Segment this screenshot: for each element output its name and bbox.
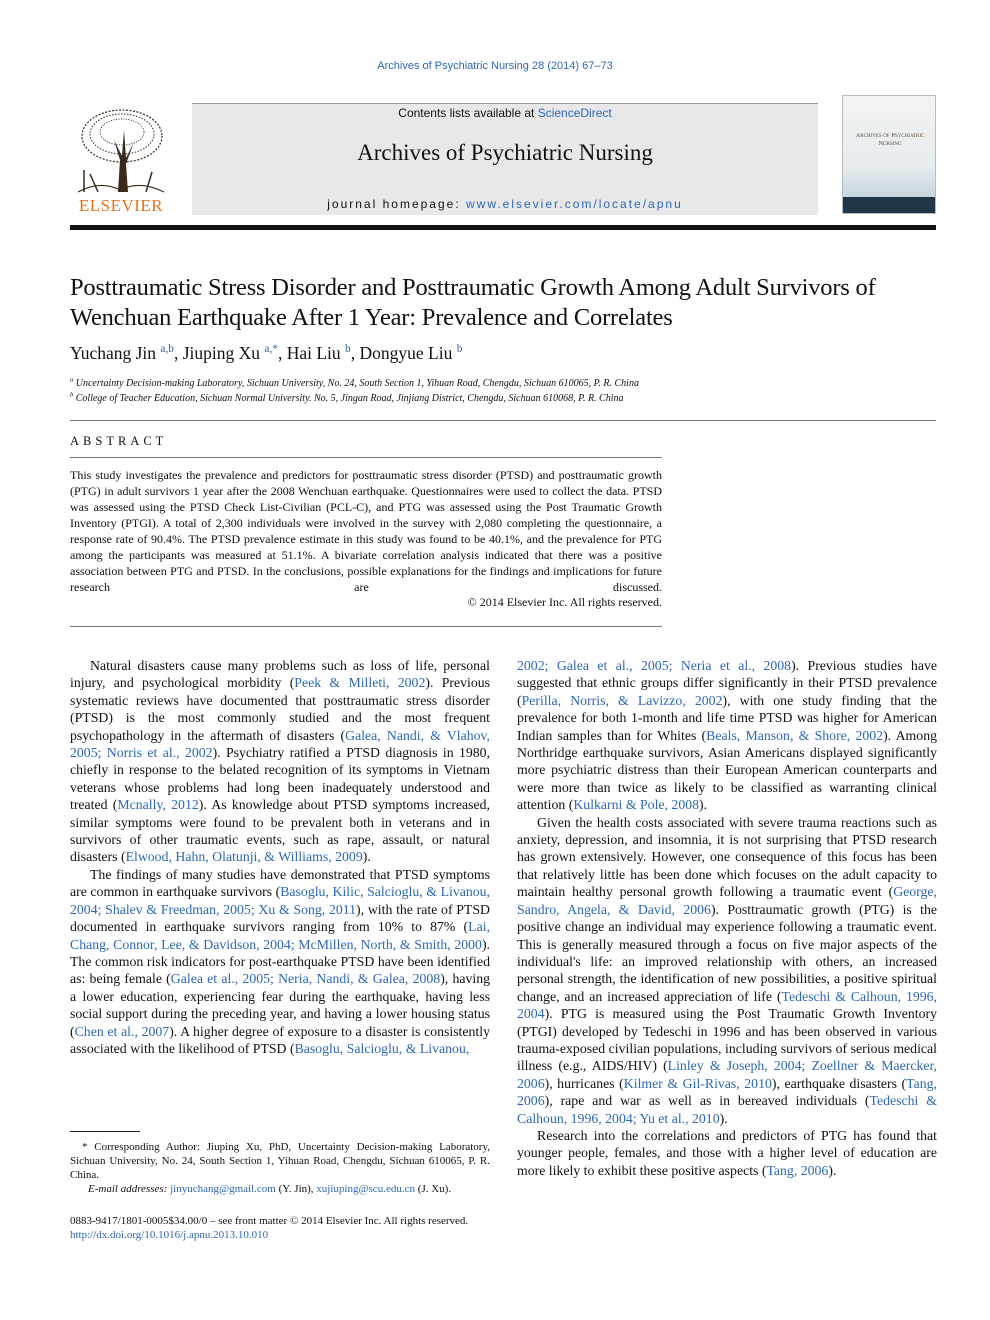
text-run: ), having a lower education, experiencing fear during the earthquake, having less social support during the preceding year, and having a lower housing status ( xyxy=(70,971,491,1039)
citation-link[interactable]: Basoglu, Salcioglu, & Livanou, xyxy=(294,1040,470,1056)
author-affiliation-sup[interactable]: a,b xyxy=(160,343,174,356)
text-run: ). Posttraumatic growth (PTG) is the positive change an individual may experience following a traumatic event. This is generally measured through a focus on five major aspects of the individual's life: an improved relationship with others, an increased personal strength, the identification of new possibilities, a positive spiritual change, and an increased appreciation of life ( xyxy=(517,901,937,1004)
body-column-left xyxy=(70,657,490,1057)
affiliation-text: Uncertainty Decision-making Laboratory, Sichuan University, No. 24, South Section 1, Yihuan Road, Chengdu, Sichuan 610065, P. R. China xyxy=(75,378,639,389)
citation-link[interactable]: Archives of Psychiatric Nursing 28 (2014) 67–73 xyxy=(377,60,613,72)
text-run: Natural disasters cause many problems such as loss of life, personal injury, and psychological morbidity ( xyxy=(70,658,490,691)
issn-line: 0883-9417/1801-0005$34.00/0 – see front matter © 2014 Elsevier Inc. All rights reserved. xyxy=(70,1215,469,1227)
text-run: ). The common risk indicators for post-earthquake PTSD have been identified as: being female ( xyxy=(70,936,490,987)
text-run: ). xyxy=(828,1162,837,1178)
citation-link[interactable]: Tang, 2006 xyxy=(766,1162,829,1178)
text-run: ). Among Northridge earthquake survivors, Asian Americans displayed significantly more psychiatric distress than their European American counterparts and were more than twice as likely to be classified as warranting clinical attention ( xyxy=(517,727,937,813)
author-name[interactable]: Dongyue Liu xyxy=(359,343,453,363)
author-name[interactable]: Jiuping Xu xyxy=(182,343,261,363)
contents-prefix: Contents lists available at xyxy=(398,106,538,120)
journal-homepage xyxy=(192,197,818,211)
abstract-text: This study investigates the prevalence and predictors for posttraumatic stress disorder (PTSD) and posttraumatic growth (PTG) in adult survivors 1 year after the 2008 Wenchuan earthquake. Questionnaires were used to collect the data. PTSD was assessed using the PTSD Check List-Civilian (PCL-C), and PTG was assessed using the Post Traumatic Growth Inventory (PTGI). A total of 2,300 individuals were involved in the survey with 2,080 completing the questionnaire, a response rate of 90.4%. The PTSD prevalence estimate in this study was found to be 40.1%, and the prevalence for PTG among the participants was measured at 51.1%. A bivariate correlation analysis indicated that there was a positive association between PTG and PTSD. In the conclusions, possible explanations for the findings and implications for future research are discussed. xyxy=(70,468,662,594)
doi-link[interactable]: http://dx.doi.org/10.1016/j.apnu.2013.10.010 xyxy=(70,1229,269,1241)
citation-link[interactable]: Mcnally, 2012 xyxy=(117,797,199,813)
divider xyxy=(70,457,662,458)
citation-link[interactable]: Galea et al., 2005; Neria, Nandi, & Galea, 2008 xyxy=(170,971,441,987)
divider xyxy=(70,626,662,627)
body-paragraph xyxy=(517,1127,937,1179)
citation-link[interactable]: Tedeschi & Calhoun, 1996, 2004 xyxy=(517,988,937,1022)
contents-line xyxy=(192,106,818,120)
citation-link[interactable]: Tedeschi & Calhoun, 1996, 2004; Yu et al., 2010 xyxy=(517,1093,937,1126)
author-separator: , xyxy=(350,343,360,363)
citation-link[interactable]: Beals, Manson, & Shore, 2002 xyxy=(706,727,884,743)
body-column-right xyxy=(517,657,937,1179)
article-title: Posttraumatic Stress Disorder and Posttraumatic Growth Among Adult Survivors of Wenchuan Earthquake After 1 Year: Prevalence and Correlates xyxy=(70,274,876,331)
text-run: The findings of many studies have demonstrated that PTSD symptoms are common in earthquake survivors ( xyxy=(70,866,490,900)
affiliation-a xyxy=(70,378,639,389)
citation-link[interactable]: Galea, Nandi, & Vlahov, 2005; Norris et al., 2002 xyxy=(70,727,490,761)
citation-link[interactable]: Elwood, Hahn, Olatunji, & Williams, 2009 xyxy=(125,849,363,865)
citation-link[interactable]: 2002; Galea et al., 2005; Neria et al., 2008 xyxy=(517,658,792,673)
author-list xyxy=(70,343,462,364)
author-name[interactable]: Yuchang Jin xyxy=(70,343,157,363)
affiliation-text: College of Teacher Education, Sichuan Normal University. No. 5, Jingan Road, Jinjiang District, Chengdu, Sichuan 610068, P. R. China xyxy=(75,393,624,404)
footnote-rule xyxy=(70,1131,140,1132)
email-link[interactable]: xujiuping@scu.edu.cn xyxy=(316,1183,416,1195)
citation-link[interactable]: Basoglu, Kilic, Salcioglu, & Livanou, 2004; Shalev & Freedman, 2005; Xu & Song, 2011 xyxy=(70,884,490,917)
citation-link[interactable]: Kilmer & Gil-Rivas, 2010 xyxy=(623,1075,772,1091)
email-label: E-mail addresses: xyxy=(88,1183,168,1195)
abstract-heading: ABSTRACT xyxy=(70,434,168,448)
email-owner: (J. Xu). xyxy=(415,1183,452,1195)
citation-link[interactable]: Peek & Milleti, 2002 xyxy=(294,675,426,691)
journal-title: Archives of Psychiatric Nursing xyxy=(357,140,653,165)
elsevier-wordmark: ELSEVIER xyxy=(78,196,164,215)
email-line xyxy=(70,1182,490,1196)
author-affiliation-sup[interactable]: b xyxy=(345,343,351,356)
divider xyxy=(70,420,936,421)
corresponding-author-footnote xyxy=(70,1140,490,1196)
body-paragraph xyxy=(517,657,937,814)
email-owner: (Y. Jin), xyxy=(275,1183,317,1195)
citation-link[interactable]: Lai, Chang, Connor, Lee, & Davidson, 2004; McMillen, North, & Smith, 2000 xyxy=(70,919,490,952)
front-matter-notes xyxy=(70,1214,468,1242)
citation-link[interactable]: Tang, 2006 xyxy=(517,1075,937,1109)
citation-link[interactable]: George, Sandro, Angela, & David, 2006 xyxy=(517,884,937,917)
text-run: ). Psychiatry ratified a PTSD diagnosis in 1980, chiefly in response to the belated recognition of its symptoms in Vietnam veterans whose problems had long been inadequately understood and treated ( xyxy=(70,745,491,813)
abstract-copyright: © 2014 Elsevier Inc. All rights reserved. xyxy=(467,595,662,609)
citation-link[interactable]: Kulkarni & Pole, 2008 xyxy=(573,797,700,813)
text-run: ). A higher degree of exposure to a disaster is consistently associated with the likelihood of PTSD ( xyxy=(70,1023,490,1056)
text-run: ). xyxy=(362,849,371,865)
affiliation-b xyxy=(70,393,624,404)
affiliation-label: a xyxy=(70,376,74,384)
author-separator: , xyxy=(173,343,183,363)
journal-cover-thumbnail[interactable] xyxy=(842,95,936,214)
email-link[interactable]: jinyuchang@gmail.com xyxy=(170,1183,276,1195)
homepage-link[interactable]: www.elsevier.com/locate/apnu xyxy=(466,197,683,211)
citation-link[interactable]: Linley & Joseph, 2004; Zoellner & Maercker, 2006 xyxy=(517,1058,937,1091)
cover-title: Archives of Psychiatric Nursing xyxy=(855,132,925,147)
body-paragraph xyxy=(70,657,490,866)
homepage-label: journal homepage: xyxy=(327,197,466,211)
text-run: ). As knowledge about PTSD symptoms increased, similar symptoms were found to be prevalent both in veterans and in survivors of other traumatic events, such as rape, assault, or natural disasters ( xyxy=(70,797,491,865)
journal-citation[interactable] xyxy=(0,60,990,72)
author-affiliation-sup[interactable]: a,* xyxy=(264,343,278,356)
body-paragraph xyxy=(517,814,937,1127)
text-run: ). xyxy=(719,1110,728,1126)
text-run: ), hurricanes ( xyxy=(544,1075,624,1091)
author-separator: , xyxy=(277,343,287,363)
citation-link[interactable]: Chen et al., 2007 xyxy=(74,1023,170,1039)
header-rule xyxy=(70,225,936,230)
corresponding-author-text: * Corresponding Author: Jiuping Xu, PhD, Uncertainty Decision-making Laboratory, Sichuan University, No. 24, South Section 1, Yihuan Road, Chengdu, Sichuan 610065, P. R. China. xyxy=(70,1141,490,1181)
text-run: Research into the correlations and predictors of PTG has found that younger people, females, and those with a higher level of education are more likely to exhibit these positive aspects ( xyxy=(517,1127,937,1178)
sciencedirect-link[interactable]: ScienceDirect xyxy=(537,106,612,120)
text-run: Given the health costs associated with severe trauma reactions such as anxiety, depression, and insomnia, it is not surprising that PTSD research has grown extensively. However, one consequence of this focus has been that relatively little has been done which focuses on the adult capacity to maintain healthy personal growth following a traumatic event ( xyxy=(517,814,937,900)
affiliation-label: b xyxy=(70,391,74,399)
text-run: ). Previous systematic reviews have documented that posttraumatic stress disorder (PTSD) is the most commonly studied and the most frequent psychopathology in the aftermath of disasters ( xyxy=(70,675,490,743)
body-paragraph xyxy=(70,866,490,1057)
author-affiliation-sup[interactable]: b xyxy=(456,343,463,356)
text-run: ), with the rate of PTSD documented in earthquake survivors ranging from 10% to 87% ( xyxy=(70,901,490,935)
text-run: ), with one study finding that the prevalence for both 1-month and life time PTSD was higher for American Indian samples than for Whites ( xyxy=(517,692,937,743)
author-name[interactable]: Hai Liu xyxy=(286,343,341,363)
text-run: ). PTG is measured using the Post Traumatic Growth Inventory (PTGI) developed by Tedeschi in 1996 and has been observed in various trauma-exposed civilian populations, including survivors of serious medical illness (e.g., AIDS/HIV) ( xyxy=(517,1006,937,1074)
cover-bar xyxy=(843,197,935,213)
text-run: ). xyxy=(699,797,708,813)
text-run: ). Previous studies have suggested that ethnic groups differ significantly in their PTSD prevalence ( xyxy=(517,658,937,708)
citation-link[interactable]: Perilla, Norris, & Lavizzo, 2002 xyxy=(521,692,723,708)
text-run: ), earthquake disasters ( xyxy=(771,1075,907,1091)
text-run: ), rape and war as well as in bereaved individuals ( xyxy=(544,1093,870,1109)
